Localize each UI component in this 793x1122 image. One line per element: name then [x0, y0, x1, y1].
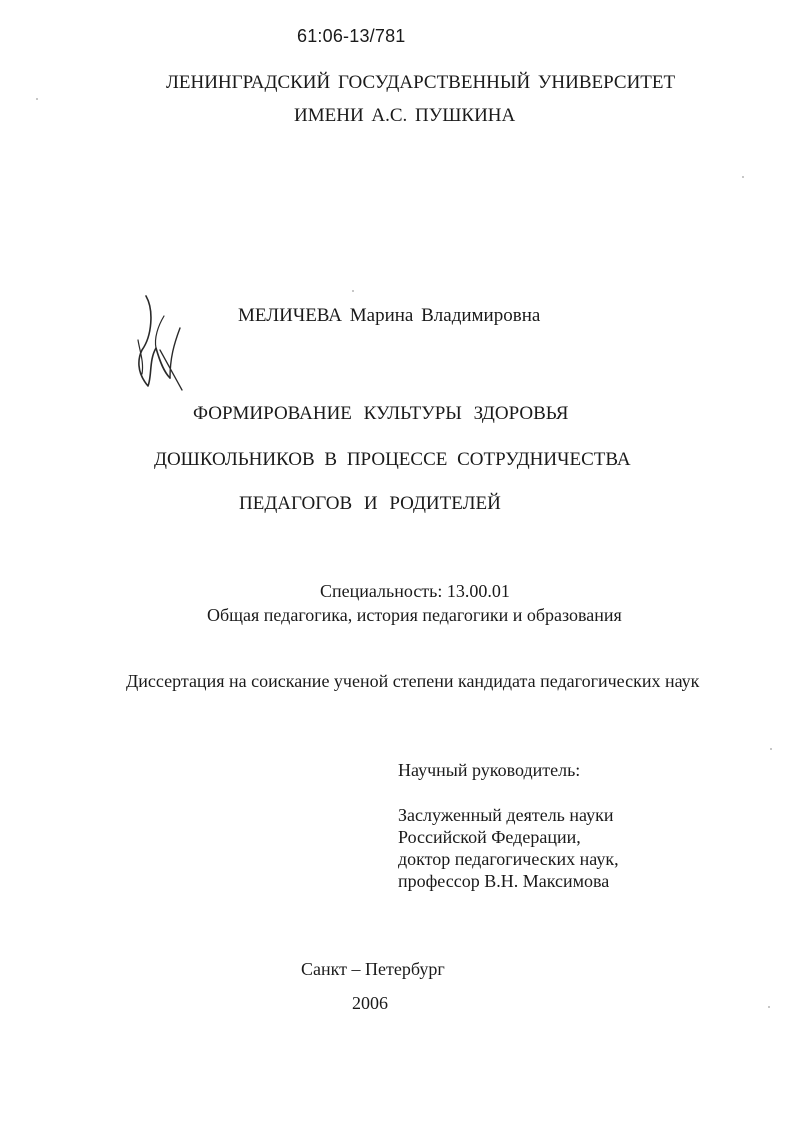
specialty-name: Общая педагогика, история педагогики и образования	[207, 605, 622, 625]
city: Санкт – Петербург	[301, 959, 445, 979]
university-name-line-2: ИМЕНИ А.С. ПУШКИНА	[294, 105, 516, 126]
dissertation-title-line-1: ФОРМИРОВАНИЕ КУЛЬТУРЫ ЗДОРОВЬЯ	[193, 403, 569, 424]
scan-speck	[36, 98, 38, 100]
supervisor-name: профессор В.Н. Максимова	[398, 871, 610, 891]
supervisor-title-line-1: Заслуженный деятель науки	[398, 805, 614, 825]
scan-speck	[768, 1006, 770, 1008]
scan-speck	[352, 290, 354, 292]
year: 2006	[352, 993, 388, 1013]
supervisor-heading: Научный руководитель:	[398, 760, 581, 780]
university-name-line-1: ЛЕНИНГРАДСКИЙ ГОСУДАРСТВЕННЫЙ УНИВЕРСИТЕТ	[166, 72, 676, 93]
catalog-number: 61:06-13/781	[297, 26, 406, 46]
handwritten-signature	[130, 288, 190, 393]
author-name: МЕЛИЧЕВА Марина Владимировна	[238, 305, 541, 326]
dissertation-title-line-2: ДОШКОЛЬНИКОВ В ПРОЦЕССЕ СОТРУДНИЧЕСТВА	[154, 449, 631, 470]
dissertation-title-line-3: ПЕДАГОГОВ И РОДИТЕЛЕЙ	[239, 493, 501, 514]
supervisor-title-line-3: доктор педагогических наук,	[398, 849, 619, 869]
scan-speck	[742, 176, 744, 178]
thesis-statement: Диссертация на соискание ученой степени кандидата педагогических наук	[126, 671, 700, 691]
specialty-code: Специальность: 13.00.01	[320, 581, 510, 601]
supervisor-title-line-2: Российской Федерации,	[398, 827, 581, 847]
scan-speck	[770, 748, 772, 750]
